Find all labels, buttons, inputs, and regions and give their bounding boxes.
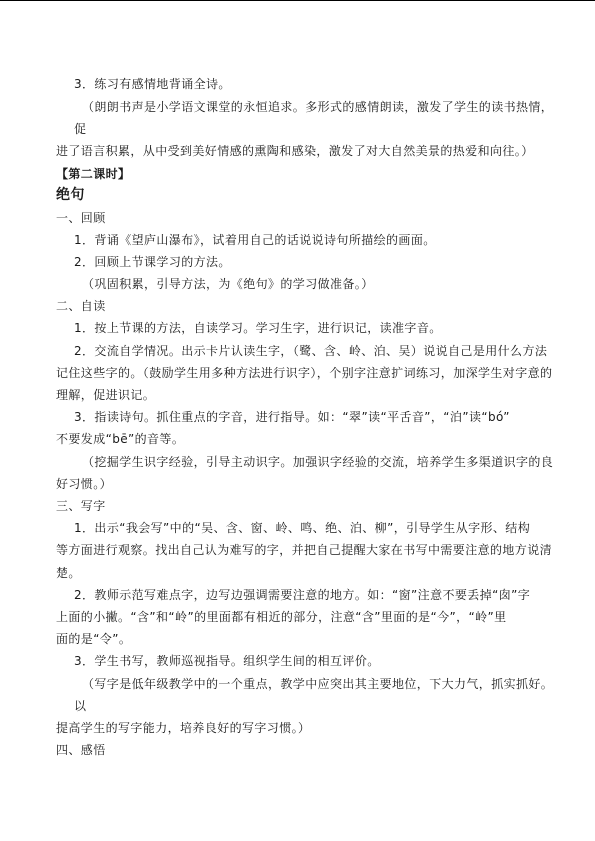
- text-line: 以: [74, 699, 87, 713]
- text-line: 3．练习有感情地背诵全诗。: [74, 77, 231, 91]
- text-line: 三、写字: [56, 499, 106, 513]
- text-line: 2．教师示范写难点字，边写边强调需要注意的地方。如：“窗”注意不要丢掉“囱”字: [74, 588, 531, 602]
- text-line: 2．交流自学情况。出示卡片认读生字，（鹭、含、岭、泊、吴）说说自己是用什么方法: [74, 344, 548, 358]
- text-line: 提高学生的写字能力，培养良好的写字习惯。）: [56, 721, 311, 735]
- text-line: 楚。: [56, 566, 81, 580]
- lesson-title: 绝句: [56, 187, 85, 203]
- text-line: 一、回顾: [56, 211, 106, 225]
- text-line: 1．背诵《望庐山瀑布》，试着用自己的话说说诗句所描绘的画面。: [74, 233, 436, 247]
- text-line: 不要发成“bē”的音等。: [56, 432, 185, 446]
- text-line: （挖掘学生识字经验，引导主动识字。加强识字经验的交流，培养学生多渠道识字的良: [82, 455, 554, 469]
- header-rule: [0, 0, 595, 1]
- text-line: 2．回顾上节课学习的方法。: [74, 255, 231, 269]
- text-line: 促: [74, 122, 87, 136]
- text-line: 等方面进行观察。找出自己认为难写的字，并把自己提醒大家在书写中需要注意的地方说清: [56, 543, 553, 557]
- text-line: 理解，促进识记。: [56, 388, 156, 402]
- text-line: 3．学生书写，教师巡视指导。组织学生间的相互评价。: [74, 654, 380, 668]
- text-line: （巩固积累，引导方法，为《绝句》的学习做准备。）: [82, 277, 374, 291]
- text-line: （朗朗书声是小学语文课堂的永恒追求。多形式的感情朗读，激发了学生的读书热情，: [82, 100, 554, 114]
- section-heading: 【第二课时】: [56, 167, 131, 181]
- text-line: 记住这些字的。（鼓励学生用多种方法进行识字），个别字注意扩词练习，加深学生对字意的: [56, 366, 553, 380]
- text-line: 3．指读诗句。抓住重点的字音，进行指导。如：“翠”读“平舌音”，“泊”读“bó”: [74, 410, 510, 424]
- text-line: 好习惯。）: [56, 477, 113, 491]
- text-line: 1．按上节课的方法，自读学习。学习生字，进行识记，读准字音。: [74, 321, 442, 335]
- text-line: 上面的小撇。“含”和“岭”的里面都有相近的部分，注意“含”里面的是“今”，“岭”里: [56, 610, 507, 624]
- text-line: 面的是“令”。: [56, 632, 132, 646]
- text-line: 二、自读: [56, 299, 106, 313]
- text-line: 进了语言积累，从中受到美好情感的熏陶和感染，激发了对大自然美景的热爱和向往。）: [56, 144, 534, 158]
- text-line: 四、感悟: [56, 743, 106, 757]
- text-line: 1．出示“我会写”中的“吴、含、窗、岭、鸣、绝、泊、柳”，引导学生从字形、结构: [74, 521, 531, 535]
- text-line: （写字是低年级教学中的一个重点，教学中应突出其主要地位，下大力气，抓实抓好。: [82, 677, 554, 691]
